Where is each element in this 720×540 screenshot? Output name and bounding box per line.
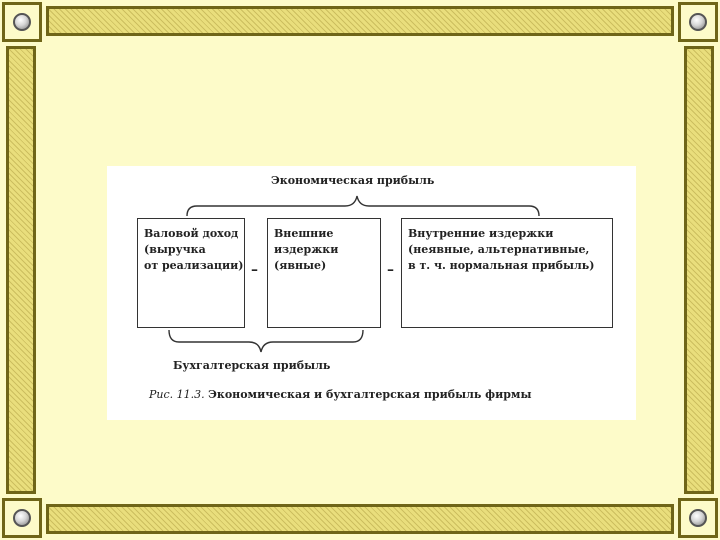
- figure-caption: [149, 388, 532, 401]
- explicit-costs-line-3: (явные): [274, 258, 327, 272]
- top-brace: [187, 196, 539, 216]
- implicit-costs-box: [401, 218, 613, 328]
- frame-corner-bottom-right: [678, 498, 718, 538]
- bottom-brace: [169, 330, 363, 352]
- corner-knob-icon: [689, 509, 707, 527]
- explicit-costs-box: [267, 218, 381, 328]
- frame-corner-top-left: [2, 2, 42, 42]
- frame-top-bar: [46, 6, 674, 36]
- economic-profit-label: Экономическая прибыль: [271, 174, 435, 187]
- frame-corner-top-right: [678, 2, 718, 42]
- caption-text: Экономическая и бухгалтерская прибыль фирмы: [208, 388, 532, 401]
- corner-knob-icon: [689, 13, 707, 31]
- caption-prefix: Рис. 11.3.: [149, 388, 205, 401]
- frame-corner-bottom-left: [2, 498, 42, 538]
- revenue-line-2: (выручка: [144, 242, 206, 256]
- minus-sign-2: –: [387, 262, 394, 278]
- frame-right-bar: [684, 46, 714, 494]
- revenue-line-3: от реализации): [144, 258, 244, 272]
- explicit-costs-line-2: издержки: [274, 242, 339, 256]
- frame-bottom-bar: [46, 504, 674, 534]
- corner-knob-icon: [13, 13, 31, 31]
- profit-diagram-figure: [107, 166, 636, 420]
- minus-sign-1: –: [251, 262, 258, 278]
- revenue-line-1: Валовой доход: [144, 227, 239, 240]
- revenue-box: [137, 218, 245, 328]
- corner-knob-icon: [13, 509, 31, 527]
- implicit-costs-line-1: Внутренние издержки: [408, 227, 554, 240]
- implicit-costs-line-3: в т. ч. нормальная прибыль): [408, 258, 595, 272]
- accounting-profit-label: Бухгалтерская прибыль: [173, 359, 331, 372]
- explicit-costs-line-1: Внешние: [274, 227, 334, 240]
- frame-left-bar: [6, 46, 36, 494]
- implicit-costs-line-2: (неявные, альтернативные,: [408, 242, 590, 256]
